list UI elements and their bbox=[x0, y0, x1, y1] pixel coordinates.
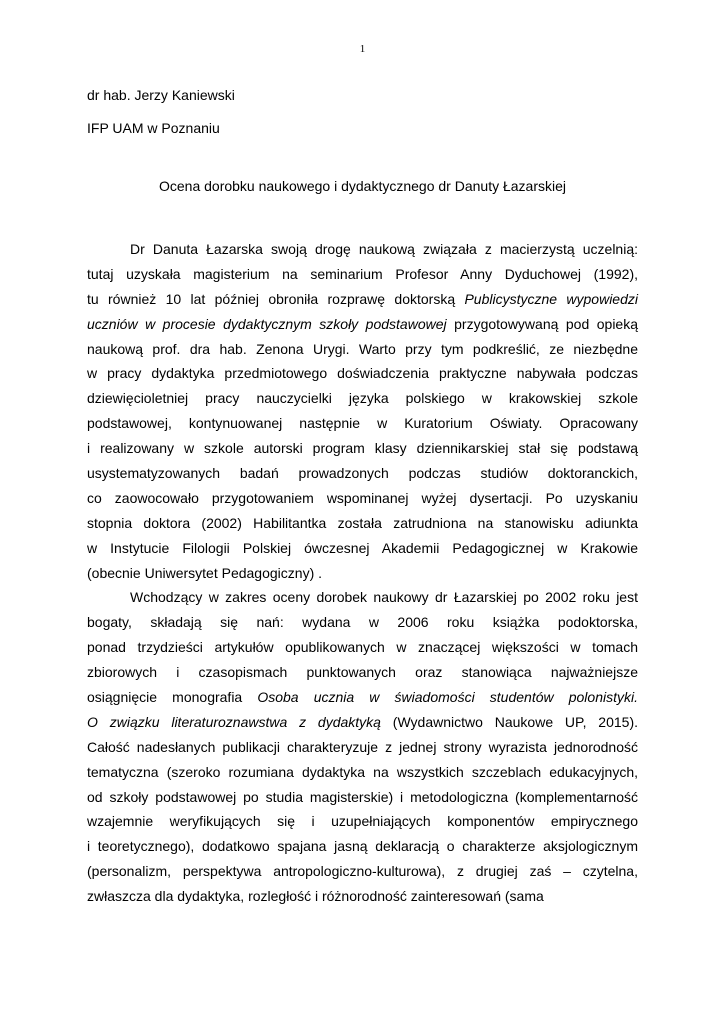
text-line: tutaj uzyskała magisterium na seminarium Profesor Anny Dyduchowej (1992), bbox=[87, 265, 638, 282]
text-line: tematyczna (szeroko rozumiana dydaktyka na wszystkich szczeblach edukacyjnych, bbox=[87, 763, 638, 780]
text-line: osiągnięcie monografia Osoba ucznia w świadomości studentów polonistyki. bbox=[87, 689, 638, 706]
text-line: O związku literaturoznawstwa z dydaktyką (Wydawnictwo Naukowe UP, 2015). bbox=[87, 713, 638, 730]
text-line: ponad trzydzieści artykułów opublikowanych w znaczącej większości w tomach bbox=[87, 639, 638, 656]
page-number: 1 bbox=[359, 43, 366, 55]
text-line: Całość nadesłanych publikacji charakteryzuje z jednej strony wyrazista jednorodność bbox=[87, 738, 638, 755]
author-affiliation: IFP UAM w Poznaniu bbox=[87, 120, 220, 136]
text-line: usystematyzowanych badań prowadzonych podczas studiów doktoranckich, bbox=[87, 465, 638, 482]
text-line: wzajemnie weryfikujących się i uzupełniających komponentów empirycznego bbox=[87, 813, 638, 830]
text-line: (obecnie Uniwersytet Pedagogiczny) . bbox=[87, 564, 323, 581]
text-line: podstawowej, kontynuowanej następnie w Kuratorium Oświaty. Opracowany bbox=[87, 415, 638, 432]
text-line: tu również 10 lat później obroniła rozprawę doktorską Publicystyczne wypowiedzi bbox=[87, 290, 638, 307]
text-line: Dr Danuta Łazarska swoją drogę naukową związała z macierzystą uczelnią: bbox=[130, 241, 638, 257]
text-line: w pracy dydaktyka przedmiotowego doświadczenia praktyczne nabywała podczas bbox=[87, 365, 638, 382]
text-line: naukową prof. dra hab. Zenona Urygi. Warto przy tym podkreślić, ze niezbędne bbox=[87, 340, 638, 357]
author-name: dr hab. Jerzy Kaniewski bbox=[87, 87, 235, 103]
body-text bbox=[87, 237, 638, 909]
text-line: zwłaszcza dla dydaktyka, rozległość i różnorodność zainteresowań (sama bbox=[87, 888, 544, 905]
text-line: i teoretycznego), dodatkowo spajana jasną deklaracją o charakterze aksjologicznym bbox=[87, 838, 638, 855]
text-line: w Instytucie Filologii Polskiej ówczesnej Akademii Pedagogicznej w Krakowie bbox=[87, 539, 638, 556]
text-line: od szkoły podstawowej po studia magisterskie) i metodologiczna (komplementarność bbox=[87, 788, 638, 805]
paragraph-2 bbox=[87, 585, 638, 909]
text-line: stopnia doktora (2002) Habilitantka została zatrudniona na stanowisku adiunkta bbox=[87, 514, 638, 531]
text-line: zbiorowych i czasopismach punktowanych oraz stanowiąca najważniejsze bbox=[87, 664, 638, 681]
text-line: dziewięcioletniej pracy nauczycielki języka polskiego w krakowskiej szkole bbox=[87, 390, 638, 407]
text-line: (personalizm, perspektywa antropologiczno-kulturowa), z drugiej zaś – czytelna, bbox=[87, 863, 638, 880]
text-line: co zaowocowało przygotowaniem wspominanej wyżej dysertacji. Po uzyskaniu bbox=[87, 489, 638, 506]
text-line: i realizowany w szkole autorski program klasy dziennikarskiej stał się podstawą bbox=[87, 440, 638, 457]
text-line: Wchodzący w zakres oceny dorobek naukowy dr Łazarskiej po 2002 roku jest bbox=[130, 589, 638, 606]
text-line: uczniów w procesie dydaktycznym szkoły podstawowej przygotowywaną pod opieką bbox=[87, 315, 638, 332]
text-line: bogaty, składają się nań: wydana w 2006 roku książka podoktorska, bbox=[87, 614, 638, 631]
document-title: Ocena dorobku naukowego i dydaktycznego dr Danuty Łazarskiej bbox=[158, 178, 567, 194]
paragraph-1 bbox=[87, 237, 638, 585]
